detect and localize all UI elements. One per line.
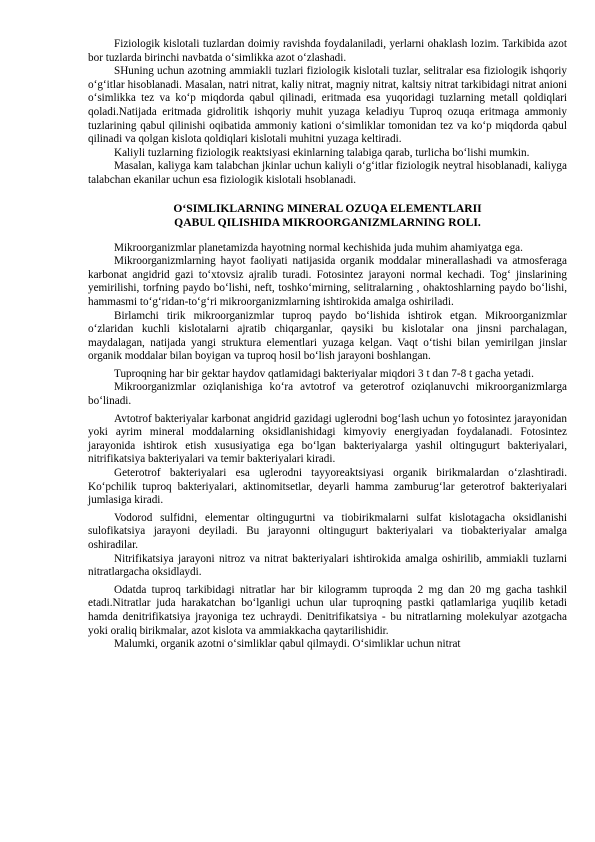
section-heading-line-1: O‘SIMLIKLARNING MINERAL OZUQA ELEMENTLARII bbox=[173, 201, 482, 215]
paragraph: Avtotrof bakteriyalar karbonat angidrid gazidagi uglerodni bog‘lash uchun yo fotosintez jarayonidan yoki ayrim mineral moddalarning oksidlanishidagi kimyoviy energiyadan foydalanadi. Fotosintez jarayonida ishtirok etish xususiyatiga ega bo‘lgan bakteriyalarga yashil oltingugurt bakteriyalari, nitrifikatsiya bakteriyalari va temir bakteriyalari kiradi. bbox=[88, 412, 567, 466]
paragraph: Malumki, organik azotni o‘simliklar qabul qilmaydi. O‘simliklar uchun nitrat bbox=[114, 638, 461, 651]
paragraph: Mikroorganizmlar planetamizda hayotning normal kechishida juda muhim ahamiyatga ega. bbox=[114, 241, 523, 254]
intro-section bbox=[88, 38, 567, 188]
paragraph: Tuproqning har bir gektar haydov qatlamidagi bakteriyalar miqdori 3 t dan 7-8 t gacha yetadi. bbox=[114, 367, 534, 380]
paragraph: Kaliyli tuzlarning fiziologik reaktsiyasi ekinlarning talabiga qarab, turlicha bo‘lishi mumkin. bbox=[114, 146, 530, 159]
paragraph: Vodorod sulfidni, elementar oltingugurtni va tiobirikmalarni sulfat kislotagacha oksidlanishi sulofikatsiya jarayoni deyiladi. Bu jarayonni oltingugurt bakteriyalari va tiobakteriyalar amalga oshiradilar. bbox=[88, 511, 567, 551]
paragraph: Geterotrof bakteriyalari esa uglerodni tayyoreaktsiyasi organik birikmalardan o‘zlashtiradi. Ko‘pchilik tuproq bakteriyalari, aktinomitsetlar, deyarli hamma zamburug‘lar geterotrof bakteriyalari jumlasiga kiradi. bbox=[88, 467, 567, 507]
section-heading bbox=[88, 202, 567, 230]
main-section bbox=[88, 242, 567, 652]
paragraph: Nitrifikatsiya jarayoni nitroz va nitrat bakteriyalari ishtirokida amalga oshirilib, ammiakli tuzlarni nitratlargacha oksidlaydi. bbox=[88, 552, 567, 579]
paragraph: SHuning uchun azotning ammiakli tuzlari fiziologik kislotali tuzlar, selitralar esa fiziologik ishqoriy o‘g‘itlar hisoblanadi. Masalan, natri nitrat, kaliy nitrat, magniy nitrat, kaltsiy nitrat tarkibidagi nitrat anioni o‘simlikka tez va ko‘p miqdorda qabul qilinadi, eritmada esa yuqoridagi tuzlarning metall qoldiqlari qoladi.Natijada eritmada gidrolitik ishqoriy muhit yuzaga keladiyu Tuproq ozuqa eritmaga ammoniy tuzlarining qabul qilinishi oqibatida ammoniy kationi o‘simliklar tomonidan tez va ko‘p miqdorda qabul qilinadi va qolgan kislota qoldiqlari kislotali muhitni yuzaga keltiradi. bbox=[88, 65, 567, 146]
paragraph: Fiziologik kislotali tuzlardan doimiy ravishda foydalaniladi, yerlarni ohaklash lozim. Tarkibida azot bor tuzlarda birinchi navbatda o‘simlikka azot o‘zlashadi. bbox=[88, 38, 567, 64]
paragraph: Mikroorganizmlarning hayot faoliyati natijasida organik moddalar minerallashadi va atmosferaga karbonat angidrid gazi to‘xtovsiz ajralib turadi. Fotosintez jarayoni normal kechadi. Tog‘ jinslarining yemirilishi, torfning paydo bo‘lishi, neft, toshko‘mirning, selitralarning , ohaktoshlarning paydo bo‘lishi, hammasmi to‘g‘ridan-to‘g‘ri mikroorganizmlarning ishtirokida amalga oshiriladi. bbox=[88, 255, 567, 308]
section-heading-line-2: QABUL QILISHIDA MIKROORGANIZMLARNING ROLI. bbox=[174, 215, 481, 229]
paragraph: Birlamchi tirik mikroorganizmlar tuproq paydo bo‘lishida ishtirok etgan. Mikroorganizmlar o‘zlaridan kuchli kislotalarni ajratib chiqarganlar, qaysiki bu kislotalar ona jinsni parchalagan, maydalagan, natijada yangi struktura elementlari yuzaga kelgan. Vaqt o‘tishi bilan yemirilgan jinslar organik moddalar bilan boyigan va tuproq hosil bo‘lish jarayoni boshlangan. bbox=[88, 309, 567, 363]
paragraph: Odatda tuproq tarkibidagi nitratlar har bir kilogramm tuproqda 2 mg dan 20 mg gacha tashkil etadi.Nitratlar juda harakatchan bo‘lganligi uchun ular tuproqning pastki qatlamlariga yuqilib ketadi hamda denitrifikatsiya jrayoniga tez uchraydi. Denitrifikatsiya - bu nitratlarning molekulyar azotgacha yoki oraliq birikmalar, azot kislota va ammiakkacha qaytarilishidir. bbox=[88, 583, 567, 637]
paragraph: Mikroorganizmlar oziqlanishiga ko‘ra avtotrof va geterotrof oziqlanuvchi mikroorganizmlarga bo‘linadi. bbox=[88, 381, 567, 408]
paragraph: Masalan, kaliyga kam talabchan jkinlar uchun kaliyli o‘g‘itlar fiziologik neytral hisoblanadi, kaliyga talabchan ekanilar uchun esa fiziologik kislotali hsoblanadi. bbox=[88, 160, 567, 186]
